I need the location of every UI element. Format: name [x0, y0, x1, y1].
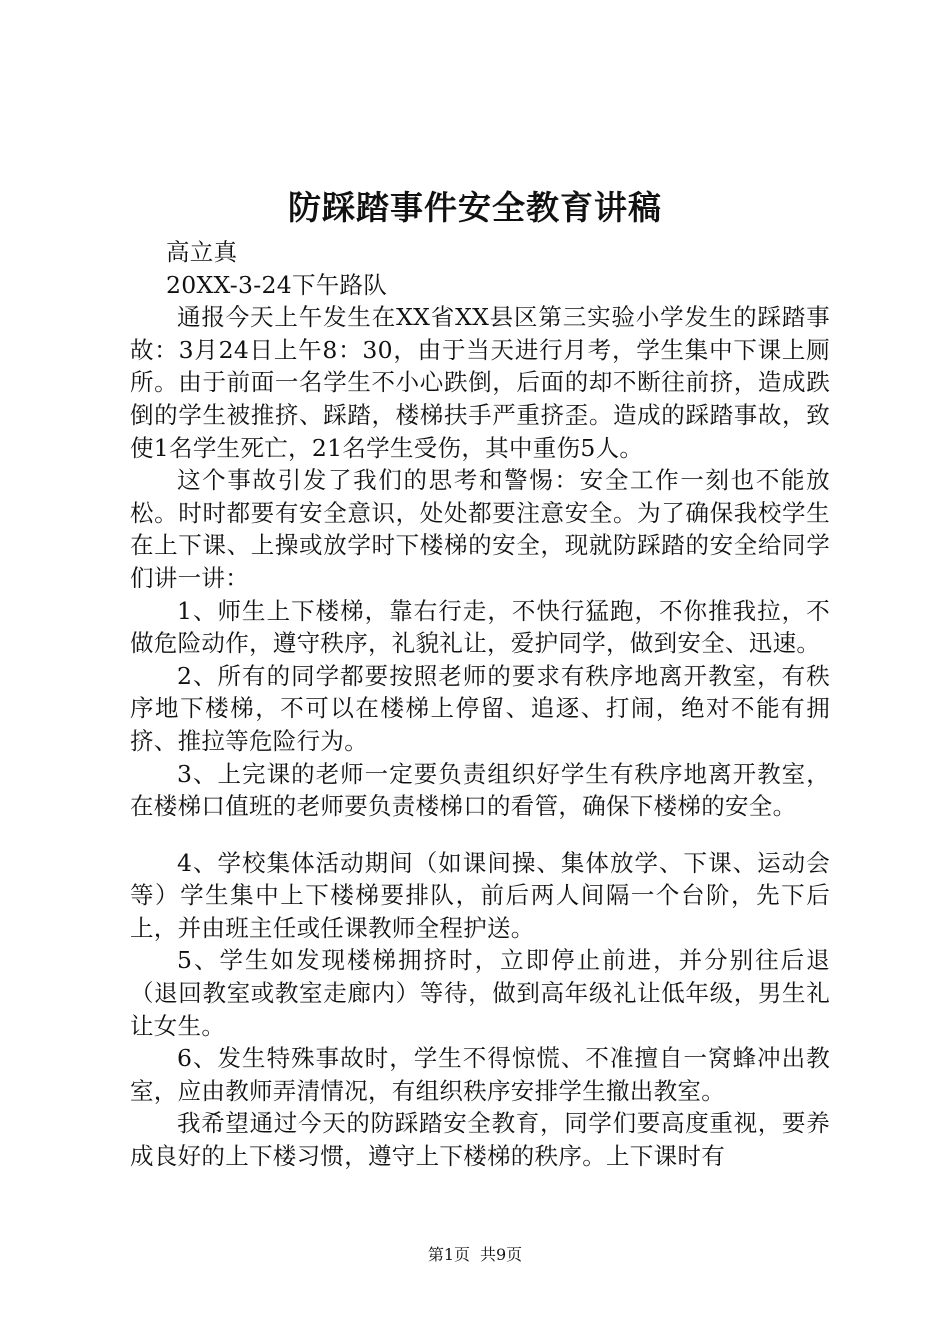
author-line: 高立真	[166, 238, 238, 266]
document-body	[130, 236, 830, 1173]
page-number: 第1页	[427, 1245, 470, 1264]
paragraph: 4、学校集体活动期间（如课间操、集体放学、下课、运动会等）学生集中上下楼梯要排队，前后两人间隔一个台阶，先下后上，并由班主任或任课教师全程护送。	[130, 848, 830, 942]
paragraph: 2、所有的同学都要按照老师的要求有秩序地离开教室，有秩序地下楼梯，不可以在楼梯上停留、追逐、打闹，绝对不能有拥挤、推拉等危险行为。	[130, 661, 830, 755]
page-total: 共9页	[480, 1245, 523, 1264]
paragraph: 这个事故引发了我们的思考和警惕：安全工作一刻也不能放松。时时都要有安全意识，处处都要注意安全。为了确保我校学生在上下课、上操或放学时下楼梯的安全，现就防踩踏的安全给同学们讲一讲：	[130, 466, 830, 592]
paragraph: 通报今天上午发生在XX省XX县区第三实验小学发生的踩踏事故：3月24日上午8：30，由于当天进行月考，学生集中下课上厕所。由于前面一名学生不小心跌倒，后面的却不断往前挤，造成跌倒的学生被推挤、踩踏，楼梯扶手严重挤歪。造成的踩踏事故，致使1名学生死亡，21名学生受伤，其中重伤5人。	[130, 303, 830, 462]
paragraph: 1、师生上下楼梯，靠右行走，不快行猛跑，不你推我拉，不做危险动作，遵守秩序，礼貌礼让，爱护同学，做到安全、迅速。	[130, 596, 830, 658]
paragraph: 5、学生如发现楼梯拥挤时，立即停止前进，并分别往后退（退回教室或教室走廊内）等待，做到高年级礼让低年级，男生礼让女生。	[130, 946, 830, 1040]
paragraph: 我希望通过今天的防踩踏安全教育，同学们要高度重视，要养成良好的上下楼习惯，遵守上下楼梯的秩序。上下课时有	[130, 1109, 830, 1171]
paragraph: 6、发生特殊事故时，学生不得惊慌、不准擅自一窝蜂冲出教室，应由教师弄清情况，有组织秩序安排学生撤出教室。	[130, 1044, 830, 1105]
paragraph: 3、上完课的老师一定要负责组织好学生有秩序地离开教室，在楼梯口值班的老师要负责楼梯口的看管，确保下楼梯的安全。	[130, 759, 830, 821]
page-footer	[0, 1244, 950, 1266]
document-title: 防踩踏事件安全教育讲稿	[288, 188, 662, 227]
date-line: 20XX-3-24下午路队	[166, 270, 388, 299]
